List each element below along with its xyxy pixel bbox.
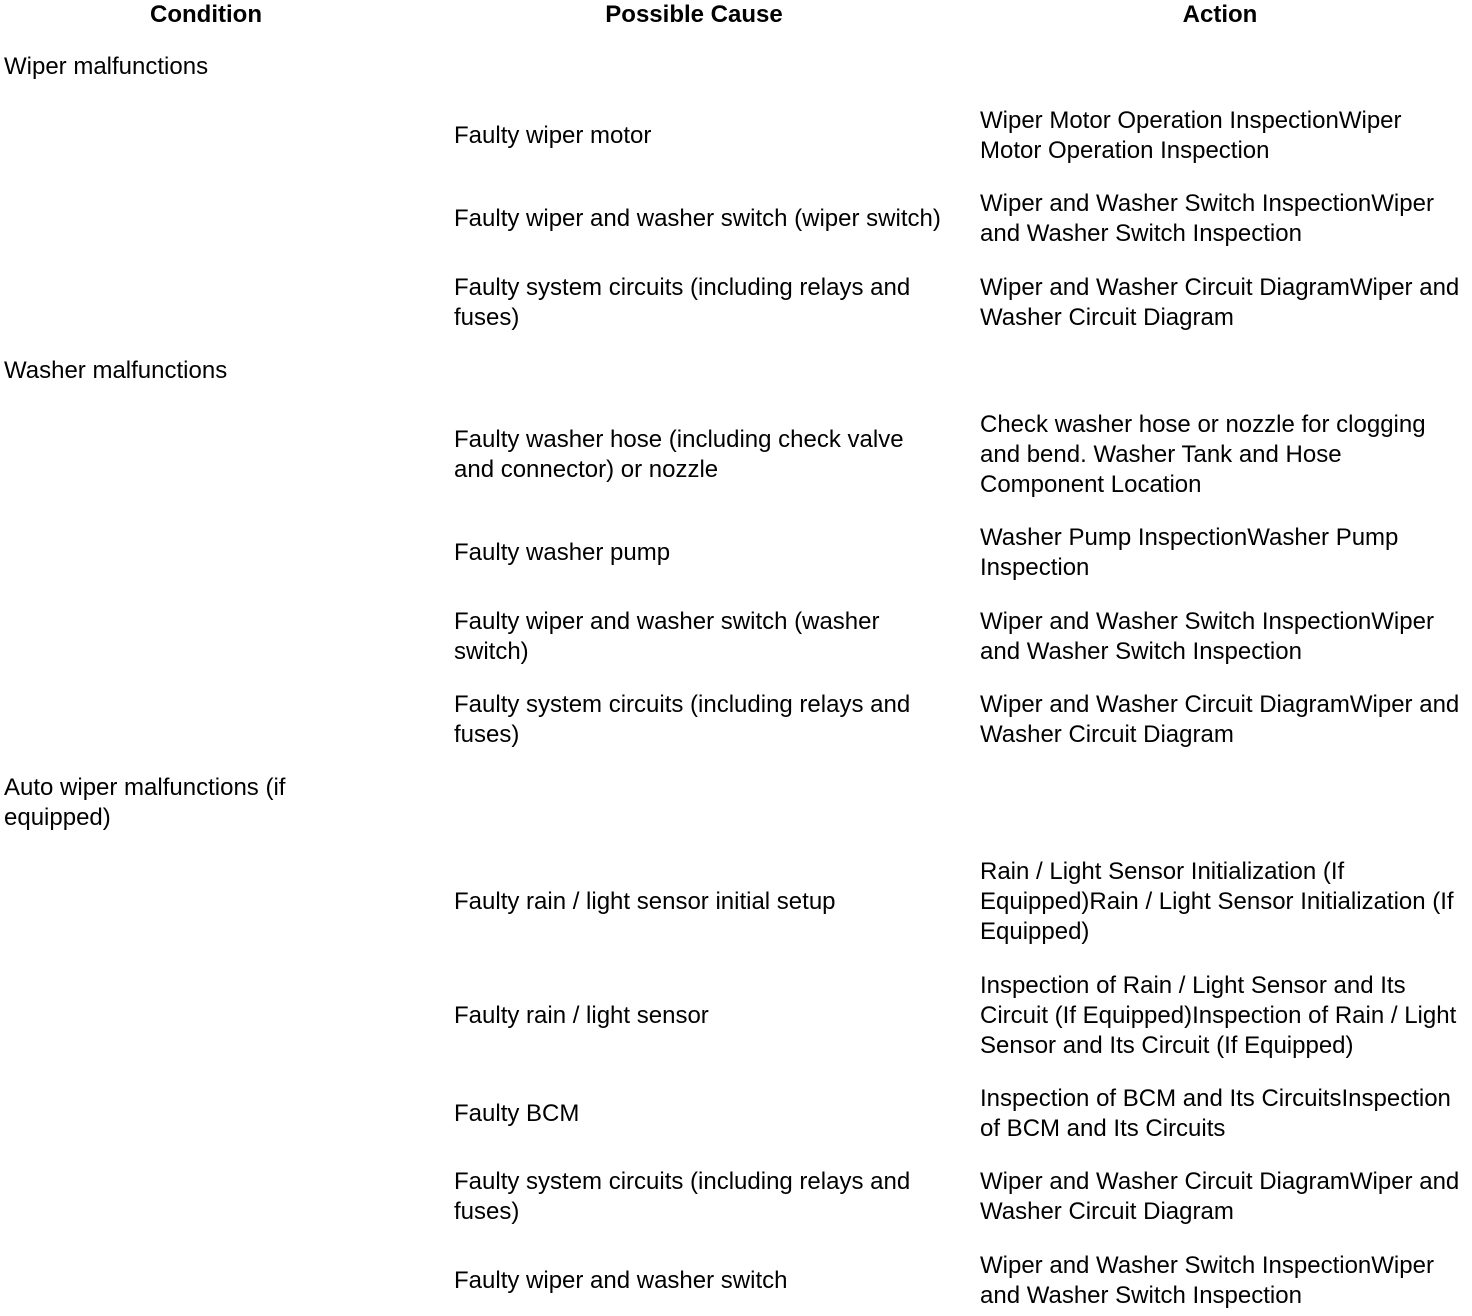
cause-cell: Faulty wiper motor: [454, 122, 652, 149]
table-row: [0, 1250, 1472, 1312]
cause-cell: Faulty wiper and washer switch (wiper switch): [454, 205, 941, 232]
table-row: [0, 689, 1472, 751]
cause-cell: Faulty washer pump: [454, 539, 671, 566]
action-cell: Wiper and Washer Switch InspectionWiper and Washer Switch Inspection: [980, 190, 1434, 247]
action-cell: Inspection of BCM and Its CircuitsInspection of BCM and Its Circuits: [980, 1085, 1451, 1142]
table-row: [0, 522, 1472, 584]
cause-cell: Faulty wiper and washer switch (washer switch): [454, 608, 880, 665]
table-row: [0, 856, 1472, 948]
action-cell: Rain / Light Sensor Initialization (If Equipped)Rain / Light Sensor Initialization (If Equipped): [980, 858, 1454, 945]
action-cell: Wiper Motor Operation InspectionWiper Motor Operation Inspection: [980, 107, 1402, 164]
table-row: [0, 606, 1472, 668]
action-cell: Wiper and Washer Switch InspectionWiper and Washer Switch Inspection: [980, 608, 1434, 665]
table-row: [0, 970, 1472, 1062]
cause-cell: Faulty rain / light sensor: [454, 1002, 709, 1029]
cause-cell: Faulty system circuits (including relays and fuses): [454, 274, 911, 331]
table-row: [0, 409, 1472, 501]
table-row: [0, 1083, 1472, 1145]
header-condition: Condition: [150, 1, 262, 28]
cause-cell: Faulty wiper and washer switch: [454, 1267, 788, 1294]
header-action: Action: [1182, 1, 1258, 28]
cause-cell: Faulty BCM: [454, 1100, 580, 1127]
action-cell: Inspection of Rain / Light Sensor and Its Circuit (If Equipped)Inspection of Rain / Light Sensor and Its Circuit (If Equipped): [980, 972, 1457, 1059]
header-possible-cause: Possible Cause: [605, 1, 783, 28]
action-cell: Wiper and Washer Circuit DiagramWiper and Washer Circuit Diagram: [980, 274, 1460, 331]
action-cell: Wiper and Washer Circuit DiagramWiper and Washer Circuit Diagram: [980, 1168, 1460, 1225]
table-row: [0, 105, 1472, 167]
action-cell: Wiper and Washer Switch InspectionWiper and Washer Switch Inspection: [980, 1252, 1434, 1309]
condition-auto-wiper-malfunctions: Auto wiper malfunctions (if equipped): [4, 774, 286, 831]
condition-washer-malfunctions: Washer malfunctions: [4, 357, 228, 384]
table-row: [0, 188, 1472, 250]
cause-cell: Faulty system circuits (including relays and fuses): [454, 1168, 911, 1225]
table-row: [0, 1166, 1472, 1228]
action-cell: Check washer hose or nozzle for clogging and bend. Washer Tank and Hose Component Location: [980, 411, 1426, 498]
action-cell: Washer Pump InspectionWasher Pump Inspection: [980, 524, 1399, 581]
cause-cell: Faulty rain / light sensor initial setup: [454, 888, 836, 915]
condition-wiper-malfunctions: Wiper malfunctions: [4, 53, 209, 80]
table-row: [0, 272, 1472, 334]
cause-cell: Faulty system circuits (including relays and fuses): [454, 691, 911, 748]
action-cell: Wiper and Washer Circuit DiagramWiper and Washer Circuit Diagram: [980, 691, 1460, 748]
cause-cell: Faulty washer hose (including check valve and connector) or nozzle: [454, 426, 904, 483]
